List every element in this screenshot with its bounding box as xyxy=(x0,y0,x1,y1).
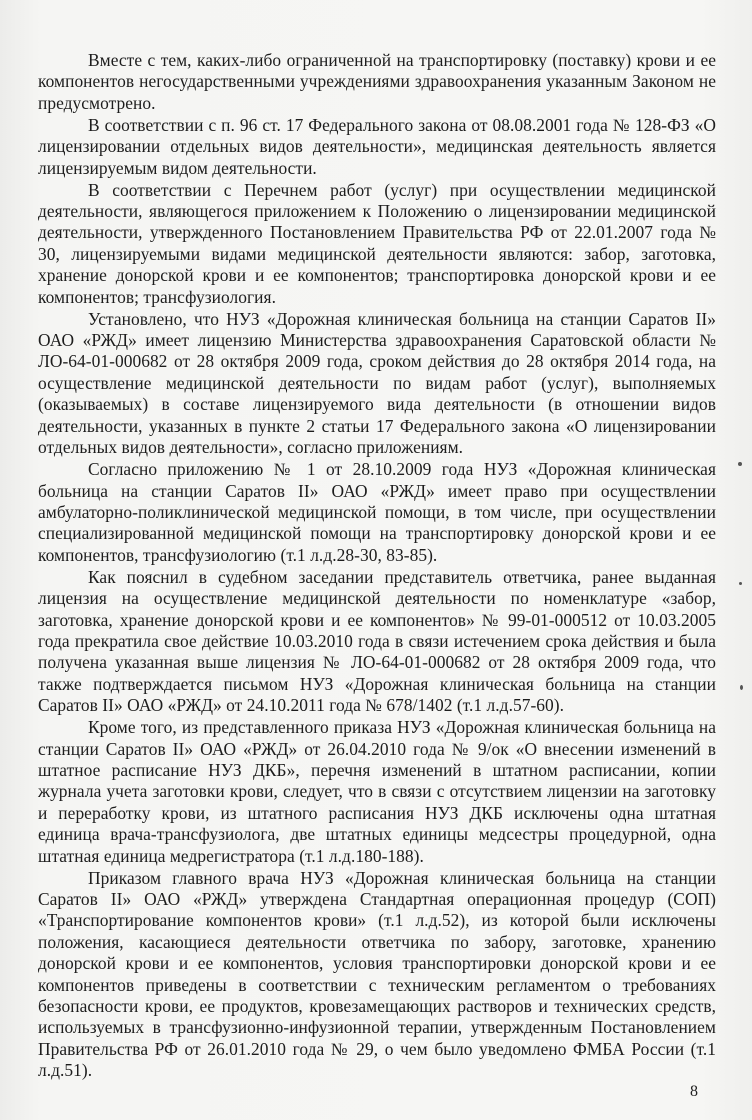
paragraph-5: Согласно приложению № 1 от 28.10.2009 года НУЗ «Дорожная клиническая больница на станции Саратов II» ОАО «РЖД» имеет право при осуществлении амбулаторно-поликлинической медицинской помощи, в том числе, при осуществлении специализированной медицинской помощи на транспортировку донорской крови и ее компонентов, трансфузиологию (т.1 л.д.28-30, 83-85). xyxy=(38,459,716,565)
paragraph-8: Приказом главного врача НУЗ «Дорожная клиническая больница на станции Саратов II» ОАО «РЖД» утверждена Стандартная операционная процедур (СОП) «Транспортирование компонентов крови» (т.1 л.д.52), из которой были исключены положения, касающиеся деятельности ответчика по забору, заготовке, хранению донорской крови и ее компонентов, условия транспортировки донорской крови и ее компонентов приведены в соответствии с техническим регламентом о требованиях безопасности крови, ее продуктов, кровезамещающих растворов и технических средств, используемых в трансфузионно-инфузионной терапии, утвержденным Постановлением Правительства РФ от 26.01.2010 года № 29, о чем было уведомлено ФМБА России (т.1 л.д.51). xyxy=(38,867,716,1081)
scan-dot-mark xyxy=(740,685,743,690)
scan-dot-mark xyxy=(738,462,742,466)
page-number: 8 xyxy=(690,1083,698,1100)
paragraph-7: Кроме того, из представленного приказа НУЗ «Дорожная клиническая больница на станции Саратов II» ОАО «РЖД» от 26.04.2010 года № 9/ок «О внесении изменений в штатное расписание НУЗ ДКБ», перечня изменений в штатном расписании, копии журнала учета заготовки крови, следует, что в связи с отсутствием лицензии на заготовку и переработку крови, из штатного расписания НУЗ ДКБ исключены одна штатная единица врача-трансфузиолога, две штатных единицы медсестры процедурной, одна штатная единица медрегистратора (т.1 л.д.180-188). xyxy=(38,717,716,866)
paragraph-6: Как пояснил в судебном заседании представитель ответчика, ранее выданная лицензия на осуществление медицинской деятельности по номенклатуре «забор, заготовка, хранение донорской крови и ее компонентов» № 99-01-000512 от 10.03.2005 года прекратила свое действие 10.03.2010 года в связи истечением срока действия и была получена указанная выше лицензия № ЛО-64-01-000682 от 28 октября 2009 года, что также подтверждается письмом НУЗ «Дорожная клиническая больница на станции Саратов II» ОАО «РЖД» от 24.10.2011 года № 678/1402 (т.1 л.д.57-60). xyxy=(38,566,716,716)
paragraph-4: Установлено, что НУЗ «Дорожная клиническая больница на станции Саратов II» ОАО «РЖД» имеет лицензию Министерства здравоохранения Саратовской области № ЛО-64-01-000682 от 28 октября 2009 года, сроком действия до 28 октября 2014 года, на осуществление медицинской деятельности по видам работ (услуг), выполняемых (оказываемых) в составе лицензируемого вида деятельности (в отношении видов деятельности, указанных в пункте 2 статьи 17 Федерального закона «О лицензировании отдельных видов деятельности», согласно приложениям. xyxy=(38,308,716,458)
paragraph-1: Вместе с тем, каких-либо ограниченной на транспортировку (поставку) крови и ее компонентов негосударственными учреждениями здравоохранения указанным Законом не предусмотрено. xyxy=(38,50,716,113)
scan-dot-mark xyxy=(739,582,742,585)
paragraph-3: В соответствии с Перечнем работ (услуг) при осуществлении медицинской деятельности, являющегося приложением к Положению о лицензировании медицинской деятельности, утвержденного Постановлением Правительства РФ от 22.01.2007 года № 30, лицензируемыми видами медицинской деятельности являются: забор, заготовка, хранение донорской крови и ее компонентов; транспортировка донорской крови и ее компонентов; трансфузиология. xyxy=(38,179,716,307)
paragraph-2: В соответствии с п. 96 ст. 17 Федерального закона от 08.08.2001 года № 128-ФЗ «О лицензировании отдельных видов деятельности», медицинская деятельность является лицензируемым видом деятельности. xyxy=(38,114,716,178)
document-body xyxy=(38,50,716,1082)
